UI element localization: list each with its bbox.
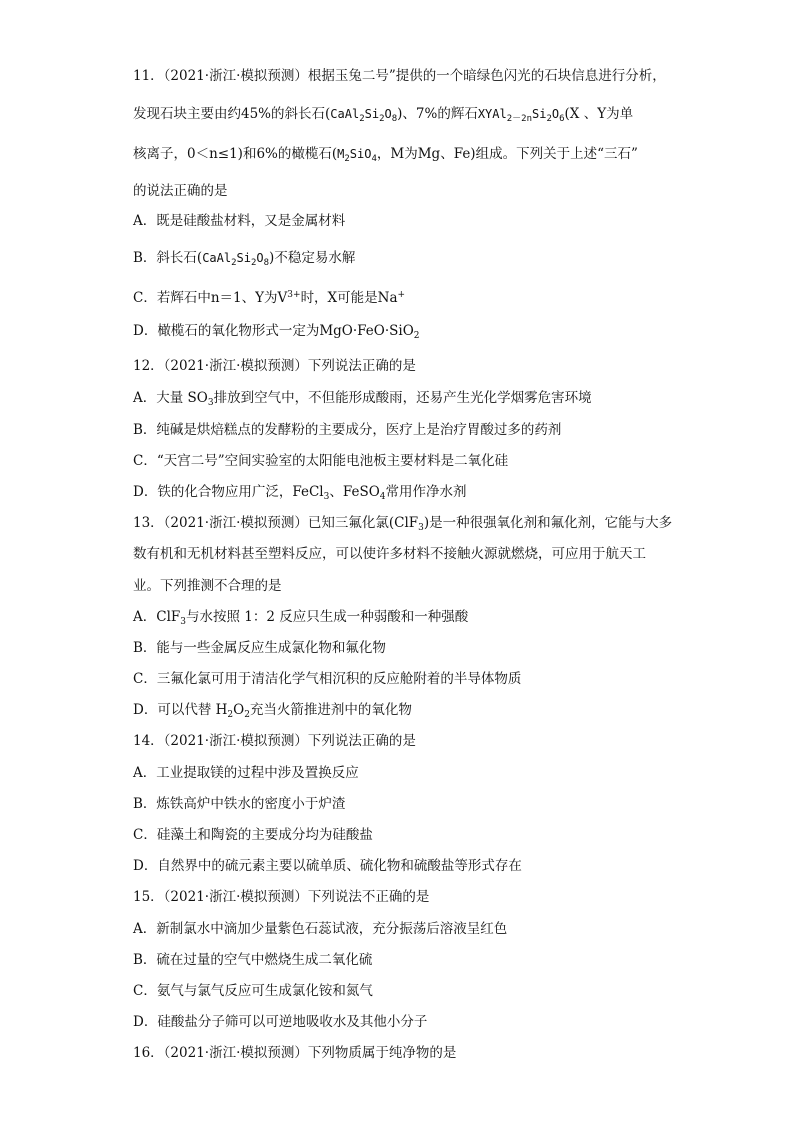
q11-option-d[interactable]: D．橄榄石的氧化物形式一定为MgO·FeO·SiO$_2$ [133,323,420,341]
q11-option-b[interactable]: B．斜长石$(CaAl_2Si_2O_8)$不稳定易水解 [133,250,356,268]
q12-option-b[interactable]: B．纯碱是烘焙糕点的发酵粉的主要成分，医疗上是治疗胃酸过多的药剂 [133,422,562,438]
q13-stem-line-3: 业。下列推测不合理的是 [133,578,282,594]
q15-option-b[interactable]: B．硫在过量的空气中燃烧生成二氧化硫 [133,952,373,968]
q12-stem: 12．（2021·浙江·模拟预测）下列说法正确的是 [133,358,416,374]
q14-stem: 14．（2021·浙江·模拟预测）下列说法正确的是 [133,733,416,749]
q12-option-d[interactable]: D．铁的化合物应用广泛，FeCl$_3$、FeSO$_4$常用作净水剂 [133,484,467,502]
q13-option-d[interactable]: D．可以代替 $H_2O_2$充当火箭推进剂中的氧化物 [133,702,412,720]
q14-option-a[interactable]: A．工业提取镁的过程中涉及置换反应 [133,765,359,781]
q11-stem-line-2: 发现石块主要由约45%的斜长石$(CaAl_2Si_2O_8)$、7%的辉石$XYAl_{2-2n}Si_2O_6(X$ 、Y为单 [133,106,634,124]
pyroxene-formula: $XYAl_{2-2n}Si_2O_6$ [477,107,565,124]
q14-option-c[interactable]: C．硅藻土和陶瓷的主要成分均为硅酸盐 [133,827,373,843]
q15-stem: 15．（2021·浙江·模拟预测）下列说法不正确的是 [133,889,430,905]
q15-option-a[interactable]: A．新制氯水中滴加少量紫色石蕊试液，充分振荡后溶液呈红色 [133,921,508,937]
q13-option-c[interactable]: C．三氟化氯可用于清洁化学气相沉积的反应舱附着的半导体物质 [133,671,522,687]
q11-stem-line-4: 的说法正确的是 [133,183,228,199]
q14-option-b[interactable]: B．炼铁高炉中铁水的密度小于炉渣 [133,796,346,812]
q12-option-c[interactable]: C．“天宫二号”空间实验室的太阳能电池板主要材料是二氧化硅 [133,453,509,469]
q13-option-a[interactable]: A．ClF$_3$与水按照 1：2 反应只生成一种弱酸和一种强酸 [133,609,469,627]
q11-stem-line-3: 核离子，0＜n≤1)和6%的橄榄石($M_2SiO_4$，M为Mg、Fe)组成。下列关于上述“三石” [133,146,638,164]
q11-option-a[interactable]: A．既是硅酸盐材料，又是金属材料 [133,213,346,229]
q13-option-b[interactable]: B．能与一些金属反应生成氯化物和氟化物 [133,640,386,656]
olivine-formula: $M_2SiO_4$ [337,147,377,164]
q11-stem-line-1: 11．（2021·浙江·模拟预测）根据玉兔二号”提供的一个暗绿色闪光的石块信息进行分析， [133,68,666,84]
q15-option-c[interactable]: C．氨气与氯气反应可生成氯化铵和氮气 [133,983,373,999]
q16-stem: 16．（2021·浙江·模拟预测）下列物质属于纯净物的是 [133,1045,457,1061]
q13-stem-line-2: 数有机和无机材料甚至塑料反应，可以使许多材料不接触火源就燃烧，可应用于航天工 [133,546,646,562]
q12-option-a[interactable]: A．大量 $SO_3$排放到空气中，不但能形成酸雨，还易产生光化学烟雾危害环境 [133,390,592,408]
plagioclase-formula: $CaAl_2Si_2O_8$ [330,107,398,124]
q15-option-d[interactable]: D．硅酸盐分子筛可以可逆地吸收水及其他小分子 [133,1014,428,1030]
q13-stem-line-1: 13．（2021·浙江·模拟预测）已知三氟化氯(ClF$_3$)是一种很强氧化剂和氟化剂，它能与大多 [133,515,673,533]
q14-option-d[interactable]: D．自然界中的硫元素主要以硫单质、硫化物和硫酸盐等形式存在 [133,858,522,874]
q11-option-c[interactable]: C．若辉石中n＝1、Y为$V^{3+}$时，X可能是Na+ [133,290,406,306]
